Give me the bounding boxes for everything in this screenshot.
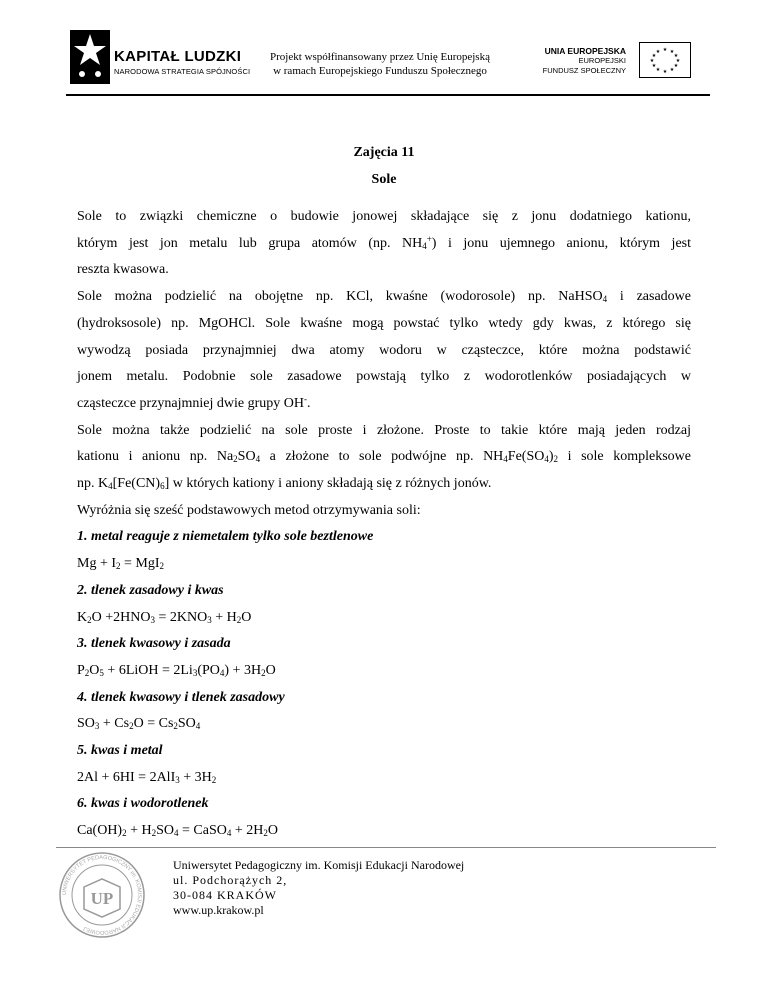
paragraph-2-line2: (hydroksosole) np. MgOHCl. Sole kwaśne mogą powstać tylko wtedy gdy kwas, z którego się (77, 315, 691, 331)
eu-line3: FUNDUSZ SPOŁECZNY (542, 66, 626, 75)
footer-city: 30-084 KRAKÓW (173, 888, 277, 902)
paragraph-2-line5: cząsteczce przynajmniej dwie grupy OH-. (77, 393, 311, 411)
eu-line2: EUROPEJSKI (578, 56, 626, 65)
logo-title: KAPITAŁ LUDZKI (114, 48, 242, 65)
method-6-title: 6. kwas i wodorotlenek (77, 796, 209, 812)
paragraph-1-line3: reszta kwasowa. (77, 262, 169, 278)
svg-text:★: ★ (669, 49, 675, 55)
svg-text:★: ★ (655, 67, 661, 73)
paragraph-2-line3: wywodzą posiada przynajmniej dwa atomy wodoru w cząsteczce, które można podstawić (77, 342, 691, 358)
seal-letters: UP (90, 889, 114, 908)
lesson-topic: Sole (371, 172, 397, 187)
paragraph-3-line1: Sole można także podzielić na sole proste i złożone. Proste to takie które mają jeden rodzaj (77, 422, 691, 438)
svg-text:★: ★ (651, 53, 657, 59)
svg-text:★: ★ (669, 67, 675, 73)
method-3-equation: $P_2O_5$ + 6LiOH = $2Li_3(PO_4) + 3H_2O$ (77, 662, 276, 678)
seal-ring-text: UNIWERSYTET PEDAGOGICZNY im. KOMISJI EDUKACJI NARODOWEJ (61, 854, 143, 936)
method-4-title: 4. tlenek kwasowy i tlenek zasadowy (77, 689, 285, 705)
footer-address (173, 858, 464, 918)
svg-text:★: ★ (662, 69, 668, 75)
method-6-equation: $Ca(OH)_2 + H_2SO_4$ = CaSO$_4$ + $2H_2O$ (77, 823, 279, 839)
eu-flag-icon (639, 42, 691, 78)
paragraph-2-line1: Sole można podzielić na obojętne np. KCl, kwaśne (wodorosole) np. NaHSO$_4$ i zasadowe (77, 289, 691, 305)
kapital-ludzki-logo-icon (70, 30, 110, 84)
university-seal-icon (58, 851, 146, 939)
svg-text:★: ★ (673, 53, 679, 59)
footer-street: ul. Podchorążych 2, (173, 873, 288, 887)
svg-text:★: ★ (649, 58, 655, 64)
project-note (255, 50, 505, 78)
method-2-title: 2. tlenek zasadowy i kwas (77, 582, 224, 598)
header-divider (66, 94, 710, 96)
method-2-equation: $K_2O +2HNO_3 = 2KNO_3 + H_2O$ (77, 609, 252, 625)
method-5-title: 5. kwas i metal (77, 743, 163, 759)
page-header (0, 0, 768, 96)
method-3-title: 3. tlenek kwasowy i zasada (77, 636, 231, 652)
eu-fund-label (540, 46, 626, 76)
svg-text:★: ★ (655, 49, 661, 55)
footer-divider (56, 847, 716, 848)
svg-text:★: ★ (673, 63, 679, 69)
paragraph-1-line1: Sole to związki chemiczne o budowie jonowej składające się z jonu dodatniego kationu, (77, 209, 691, 224)
project-note-line2: w ramach Europejskiego Funduszu Społecznego (273, 65, 487, 77)
svg-text:★: ★ (675, 58, 681, 64)
eu-line1: UNIA EUROPEJSKA (544, 46, 626, 56)
method-1-equation: $Mg + I_2 = MgI_2$ (77, 556, 165, 572)
logo-subtitle: NARODOWA STRATEGIA SPÓJNOŚCI (114, 67, 251, 76)
footer-website-link[interactable]: www.up.krakow.pl (173, 903, 264, 917)
method-4-equation: $SO_3 + Cs_2O = Cs_2SO_4$ (77, 716, 201, 732)
paragraph-1-line2: którym jest jon metalu lub grupa atomów (np. $NH_4^+$) i jonu ujemnego anionu, którym jest (77, 233, 691, 251)
svg-text:★: ★ (662, 47, 668, 53)
footer-university-name: Uniwersytet Pedagogiczny im. Komisji Edukacji Narodowej (173, 858, 465, 872)
paragraph-3-line3: np. $K_4[Fe(CN)_6]$ w których kationy i aniony składają się z różnych jonów. (77, 476, 492, 492)
main-content (77, 204, 691, 845)
method-5-equation: $2Al + 6HI = 2AlI_3 + 3H_2$ (77, 769, 217, 785)
project-note-line1: Projekt współfinansowany przez Unię Europejską (270, 51, 490, 63)
svg-text:★: ★ (651, 63, 657, 69)
methods-intro: Wyróżnia się sześć podstawowych metod otrzymywania soli: (77, 502, 421, 518)
paragraph-3-line2: kationu i anionu np. $Na_2SO_4$ a złożone to sole podwójne np. $NH_4Fe(SO_4)_2$ i sole kompleksowe (77, 449, 691, 465)
paragraph-2-line4: jonem metalu. Podobnie sole zasadowe powstają tylko z wodorotlenków posiadających w (77, 369, 691, 385)
lesson-title: Zajęcia 11 (353, 145, 415, 160)
method-1-title: 1. metal reaguje z niemetalem tylko sole beztlenowe (77, 529, 374, 545)
